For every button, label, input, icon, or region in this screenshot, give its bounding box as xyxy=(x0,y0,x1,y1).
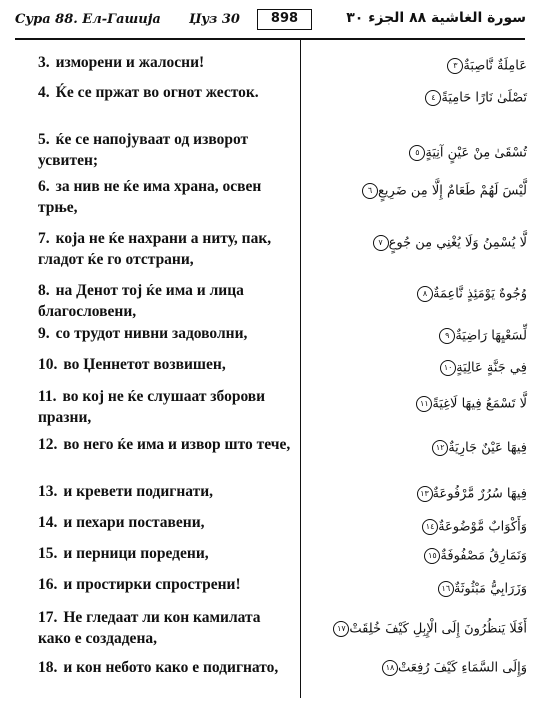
ayah-marker-icon: ١٧ xyxy=(333,621,349,637)
surah-title: Сура 88. Ел-Гашија xyxy=(15,12,161,27)
arabic-text: وَنَمَارِقُ مَصْفُوفَةٌ xyxy=(440,548,527,564)
verse-number: 5. xyxy=(38,131,50,148)
arabic-text: فِيهَا عَيْنٌ جَارِيَةٌ xyxy=(448,440,527,456)
verse-number: 16. xyxy=(38,576,58,593)
verse-number: 10. xyxy=(38,356,58,373)
verse-number: 11. xyxy=(38,388,57,405)
verse-translation xyxy=(38,354,296,375)
verse-text: и перници поредени, xyxy=(63,545,209,562)
arabic-text: أَفَلَا يَنظُرُونَ إِلَى الْإِبِلِ كَيْفَ خُلِقَتْ xyxy=(349,621,527,637)
ayah-marker-icon: ١٣ xyxy=(417,486,433,502)
verse-arabic xyxy=(312,286,527,302)
verse-text: и простирки спрострени! xyxy=(63,576,241,593)
ayah-marker-icon: ٣ xyxy=(447,58,463,74)
verse-arabic xyxy=(312,440,527,456)
ayah-marker-icon: ١٤ xyxy=(422,519,438,535)
verse-translation xyxy=(38,543,296,564)
verse-translation xyxy=(38,323,296,344)
arabic-text: وَزَرَابِيُّ مَبْثُوثَةٌ xyxy=(453,581,527,597)
verse-number: 9. xyxy=(38,325,50,342)
verse-translation xyxy=(38,52,296,73)
verse-arabic xyxy=(312,548,527,564)
verse-number: 3. xyxy=(38,54,50,71)
arabic-text: وُجُوهٌ يَوْمَئِذٍ نَّاعِمَةٌ xyxy=(433,286,527,302)
verse-text: на Денот тој ќе има и лица благословени, xyxy=(38,282,244,320)
page-number: 898 xyxy=(257,9,312,30)
arabic-text: لَّا يُسْمِنُ وَلَا يُغْنِي مِن جُوعٍ xyxy=(388,235,527,251)
verse-number: 17. xyxy=(38,609,58,626)
verse-arabic xyxy=(312,58,527,74)
ayah-marker-icon: ٨ xyxy=(417,286,433,302)
arabic-text: وَأَكْوَابٌ مَّوْضُوعَةٌ xyxy=(438,519,527,535)
verse-arabic xyxy=(312,396,527,412)
verse-arabic xyxy=(312,519,527,535)
verse-text: Ќе се пржат во огнот жесток. xyxy=(55,84,259,101)
verse-translation xyxy=(38,386,296,428)
verse-translation xyxy=(38,176,296,218)
verse-translation xyxy=(38,481,296,502)
verse-arabic xyxy=(312,581,527,597)
verse-arabic xyxy=(312,660,527,676)
verse-text: и пехари поставени, xyxy=(63,514,205,531)
ayah-marker-icon: ١٥ xyxy=(424,548,440,564)
arabic-text: لِّسَعْيِهَا رَاضِيَةٌ xyxy=(455,328,527,344)
verse-translation xyxy=(38,129,296,171)
verse-text: која не ќе нахрани а ниту, пак, гладот ќе го отстрани, xyxy=(38,230,272,268)
verse-arabic xyxy=(312,486,527,502)
ayah-marker-icon: ١٠ xyxy=(440,360,456,376)
verse-number: 4. xyxy=(38,84,50,101)
arabic-text: تُسْقَىٰ مِنْ عَيْنٍ آنِيَةٍ xyxy=(425,145,527,161)
arabic-text: لَّا تَسْمَعُ فِيهَا لَاغِيَةً xyxy=(432,396,527,412)
arabic-text: فِي جَنَّةٍ عَالِيَةٍ xyxy=(456,360,527,376)
ayah-marker-icon: ٧ xyxy=(373,235,389,251)
verse-text: ќе се напојуваат од изворот усвитен; xyxy=(38,131,249,169)
ayah-marker-icon: ١٨ xyxy=(382,660,398,676)
juz-label: Џуз 30 xyxy=(189,12,240,27)
verse-text: и кон небото како е подигнато, xyxy=(63,659,279,676)
verse-number: 14. xyxy=(38,514,58,531)
verse-arabic xyxy=(312,145,527,161)
ayah-marker-icon: ٤ xyxy=(425,90,441,106)
verse-number: 15. xyxy=(38,545,58,562)
verse-arabic xyxy=(312,328,527,344)
verse-translation xyxy=(38,228,296,270)
verse-text: во кој не ќе слушаат зборови празни, xyxy=(38,388,266,426)
verse-text: изморени и жалосни! xyxy=(55,54,205,71)
verse-arabic xyxy=(312,90,527,106)
verse-arabic xyxy=(312,621,527,637)
verse-translation xyxy=(38,434,296,455)
verse-text: во него ќе има и извор што тече, xyxy=(63,436,291,453)
header-rule xyxy=(15,38,525,40)
ayah-marker-icon: ١١ xyxy=(416,396,432,412)
verse-translation xyxy=(38,512,296,533)
verse-text: за нив не ќе има храна, освен трње, xyxy=(38,178,262,216)
column-divider xyxy=(300,38,301,698)
verse-translation xyxy=(38,657,296,678)
verse-arabic xyxy=(312,235,527,251)
verse-arabic xyxy=(312,183,527,199)
verse-text: во Џеннетот возвишен, xyxy=(63,356,226,373)
verse-text: со трудот нивни задоволни, xyxy=(55,325,248,342)
verse-text: и кревети подигнати, xyxy=(63,483,214,500)
verse-number: 6. xyxy=(38,178,50,195)
verse-number: 18. xyxy=(38,659,58,676)
ayah-marker-icon: ٦ xyxy=(362,183,378,199)
verse-text: Не гледаат ли кон камилата како е создадена, xyxy=(38,609,261,647)
verse-number: 13. xyxy=(38,483,58,500)
verse-translation xyxy=(38,82,296,103)
verse-translation xyxy=(38,280,296,322)
arabic-header: سورة الغاشية ٨٨ الجزء ٣٠ xyxy=(346,10,526,26)
ayah-marker-icon: ٩ xyxy=(439,328,455,344)
verse-arabic xyxy=(312,360,527,376)
verse-number: 12. xyxy=(38,436,58,453)
arabic-text: فِيهَا سُرُرٌ مَّرْفُوعَةٌ xyxy=(432,486,527,502)
verse-number: 7. xyxy=(38,230,50,247)
page-header xyxy=(0,0,540,40)
ayah-marker-icon: ١٢ xyxy=(432,440,448,456)
ayah-marker-icon: ٥ xyxy=(409,145,425,161)
arabic-text: لَّيْسَ لَهُمْ طَعَامٌ إِلَّا مِن ضَرِيعٍ xyxy=(378,183,527,199)
verse-translation xyxy=(38,607,296,649)
arabic-text: وَإِلَى السَّمَاءِ كَيْفَ رُفِعَتْ xyxy=(398,660,527,676)
ayah-marker-icon: ١٦ xyxy=(438,581,454,597)
arabic-text: عَامِلَةٌ نَّاصِبَةٌ xyxy=(463,58,527,74)
verse-number: 8. xyxy=(38,282,50,299)
verse-translation xyxy=(38,574,296,595)
arabic-text: تَصْلَىٰ نَارًا حَامِيَةً xyxy=(441,90,527,106)
